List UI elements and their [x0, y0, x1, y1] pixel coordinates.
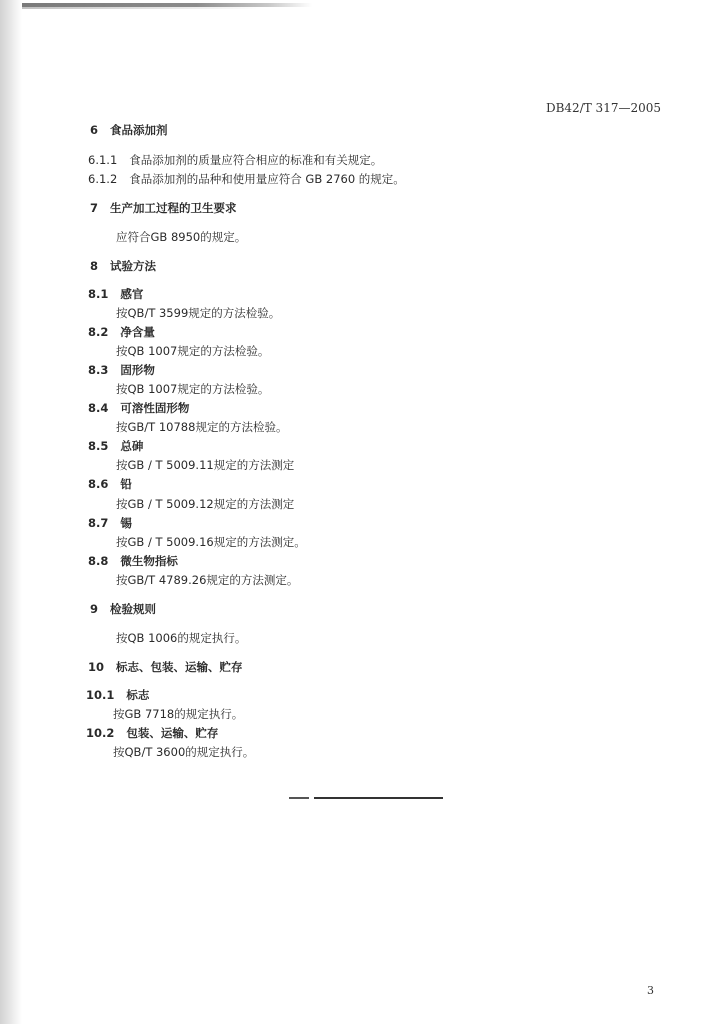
section-9-heading	[90, 602, 156, 616]
clause-6-1-1	[88, 153, 382, 167]
clause-8-2-text: 按QB 1007规定的方法检验。	[116, 344, 270, 358]
clause-title: 固形物	[120, 363, 155, 377]
section-number: 6	[90, 123, 99, 137]
scan-shadow-left	[0, 0, 22, 1024]
clause-title: 标志	[126, 688, 150, 702]
clause-8-5-text: 按GB / T 5009.11规定的方法测定	[116, 458, 295, 472]
clause-10-1-text: 按GB 7718的规定执行。	[113, 707, 244, 721]
clause-number: 10.1	[86, 688, 115, 702]
section-8-heading	[90, 259, 156, 273]
clause-number: 8.6	[88, 477, 109, 491]
clause-title: 可溶性固形物	[120, 401, 190, 415]
clause-8-6-heading	[88, 477, 132, 491]
section-number: 7	[90, 201, 99, 215]
section-7-text: 应符合GB 8950的规定。	[116, 230, 247, 244]
clause-8-7-text: 按GB / T 5009.16规定的方法测定。	[116, 535, 306, 549]
clause-number: 8.3	[88, 363, 109, 377]
clause-number: 6.1.1	[88, 153, 118, 167]
section-10-heading	[88, 660, 243, 674]
clause-title: 微生物指标	[120, 554, 178, 568]
clause-text: 食品添加剂的质量应符合相应的标准和有关规定。	[129, 153, 383, 167]
clause-8-7-heading	[88, 516, 132, 530]
clause-8-3-heading	[88, 363, 155, 377]
clause-8-2-heading	[88, 325, 155, 339]
clause-number: 8.1	[88, 287, 109, 301]
section-number: 8	[90, 259, 99, 273]
section-title: 标志、包装、运输、贮存	[116, 660, 243, 674]
clause-10-2-text: 按QB/T 3600的规定执行。	[113, 745, 255, 759]
clause-8-6-text: 按GB / T 5009.12规定的方法测定	[116, 497, 295, 511]
clause-8-1-heading	[88, 287, 143, 301]
clause-number: 8.4	[88, 401, 109, 415]
section-title: 生产加工过程的卫生要求	[110, 201, 237, 215]
clause-8-4-heading	[88, 401, 189, 415]
clause-title: 感官	[120, 287, 144, 301]
clause-8-8-heading	[88, 554, 178, 568]
clause-title: 包装、运输、贮存	[126, 726, 219, 740]
standard-code: DB42/T 317—2005	[545, 101, 661, 115]
section-title: 检验规则	[110, 602, 157, 616]
clause-10-1-heading	[86, 688, 149, 702]
clause-title: 净含量	[120, 325, 155, 339]
page-number: 3	[647, 984, 654, 997]
section-7-heading	[90, 201, 237, 215]
section-title: 试验方法	[110, 259, 157, 273]
clause-8-8-text: 按GB/T 4789.26规定的方法测定。	[116, 573, 299, 587]
clause-number: 10.2	[86, 726, 115, 740]
clause-number: 6.1.2	[88, 172, 118, 186]
clause-10-2-heading	[86, 726, 218, 740]
end-of-document-rule	[289, 797, 443, 799]
section-title: 食品添加剂	[110, 123, 168, 137]
clause-title: 铅	[120, 477, 132, 491]
clause-6-1-2	[88, 172, 405, 186]
section-number: 10	[88, 660, 105, 674]
clause-number: 8.5	[88, 439, 109, 453]
clause-number: 8.7	[88, 516, 109, 530]
section-6-heading	[90, 123, 168, 137]
section-number: 9	[90, 602, 99, 616]
clause-text: 食品添加剂的品种和使用量应符合 GB 2760 的规定。	[129, 172, 405, 186]
clause-8-3-text: 按QB 1007规定的方法检验。	[116, 382, 270, 396]
scan-mark-top-faint	[22, 7, 262, 9]
clause-number: 8.2	[88, 325, 109, 339]
section-9-text: 按QB 1006的规定执行。	[116, 631, 247, 645]
clause-8-4-text: 按GB/T 10788规定的方法检验。	[116, 420, 288, 434]
clause-title: 锡	[120, 516, 132, 530]
clause-8-5-heading	[88, 439, 143, 453]
clause-title: 总砷	[120, 439, 144, 453]
clause-number: 8.8	[88, 554, 109, 568]
clause-8-1-text: 按QB/T 3599规定的方法检验。	[116, 306, 281, 320]
